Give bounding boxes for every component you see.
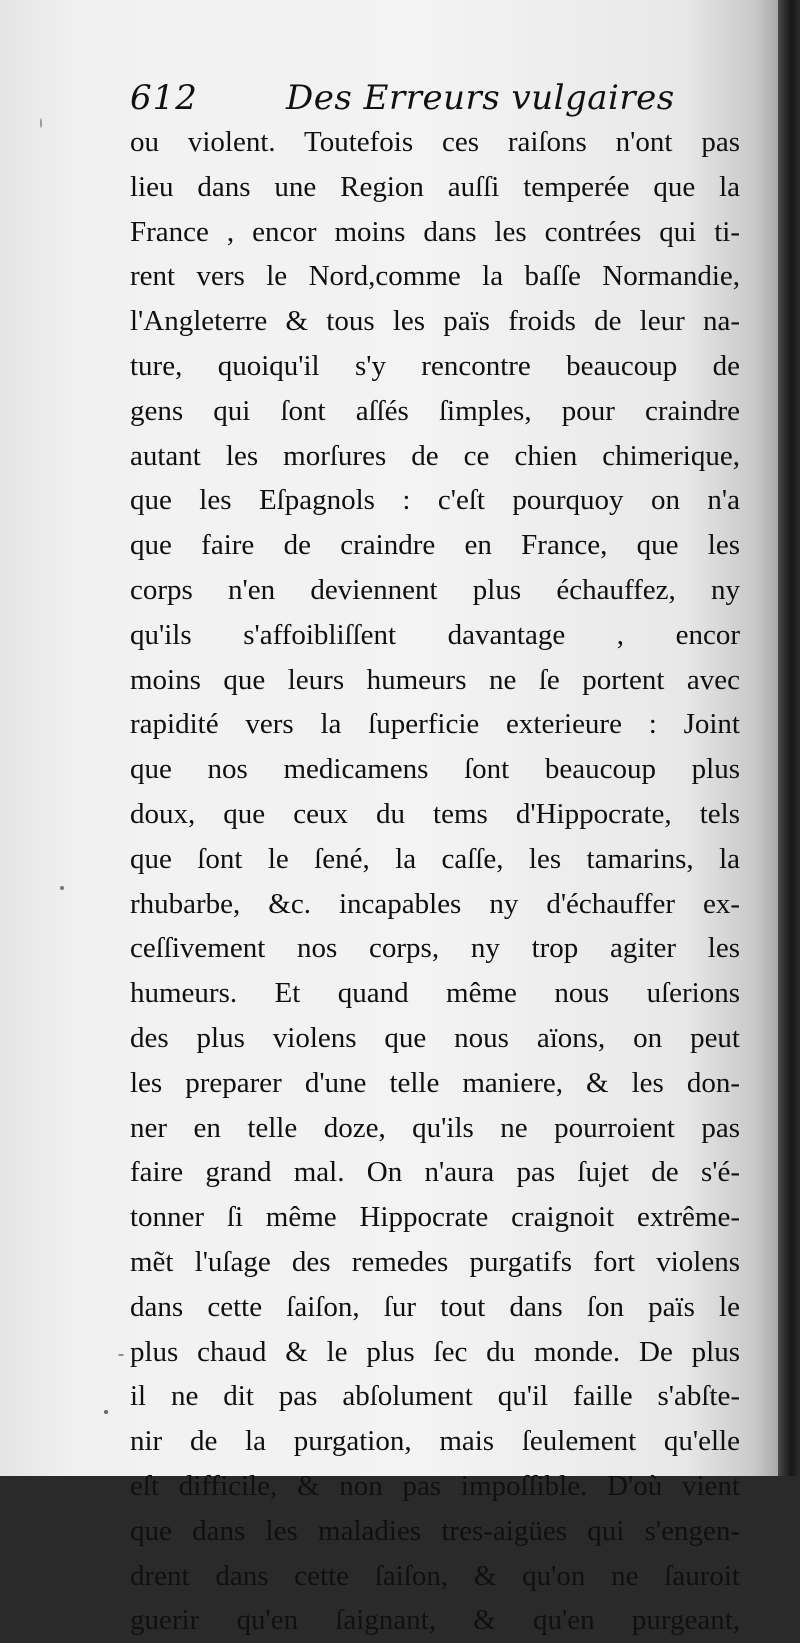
text-line: des plus violens que nous aïons, on peut [130,1021,740,1054]
paper-mark [40,118,42,128]
text-line: gens qui ſont aſſés ſimples, pour craindre [130,394,740,427]
text-line: eſt difficile, & non pas impoſſible. D'où vient [130,1469,740,1502]
text-line: que dans les maladies tres-aigües qui s'engen- [130,1514,740,1547]
page-number: 612 [130,78,198,118]
text-line: plus chaud & le plus ſec du monde. De plus [130,1335,740,1368]
text-line: ou violent. Toutefois ces raiſons n'ont pas [130,126,740,158]
text-line: rapidité vers la ſuperficie exterieure : Joint [130,708,740,741]
text-line: dans cette ſaiſon, ſur tout dans ſon païs le [130,1290,740,1323]
text-line: guerir qu'en ſaignant, & qu'en purgeant, [130,1604,740,1637]
body-text [130,120,740,1643]
text-line: moins que leurs humeurs ne ſe portent avec [130,663,740,696]
text-line: drent dans cette ſaiſon, & qu'on ne ſauroit [130,1559,740,1592]
text-line: que faire de craindre en France, que les [130,529,740,562]
text-line: autant les morſures de ce chien chimerique, [130,439,740,472]
text-line: tonner ſi même Hippocrate craignoit extrême- [130,1201,740,1234]
text-line: rhubarbe, &c. incapables ny d'échauffer ex- [130,887,740,920]
text-line: que nos medicamens ſont beaucoup plus [130,753,740,786]
text-line: qu'ils s'affoibliſſent davantage , encor [130,618,740,651]
text-line: il ne dit pas abſolument qu'il faille s'abſte- [130,1380,740,1413]
paper-speck [118,1354,124,1356]
text-line: ner en telle doze, qu'ils ne pourroient pas [130,1111,740,1144]
text-line: mẽt l'uſage des remedes purgatifs fort violens [130,1245,740,1278]
text-line: ture, quoiqu'il s'y rencontre beaucoup de [130,349,740,382]
text-line: rent vers le Nord,comme la baſſe Normandie, [130,260,740,293]
page-header [128,76,738,122]
paper-speck [104,1410,108,1414]
text-line: que ſont le ſené, la caſſe, les tamarins, la [130,842,740,875]
text-line: corps n'en deviennent plus échauffez, ny [130,573,740,606]
running-title: Des Erreurs vulgaires [286,78,675,118]
text-line: France , encor moins dans les contrées qui ti- [130,215,740,248]
text-line: doux, que ceux du tems d'Hippocrate, tels [130,797,740,830]
text-line: ceſſivement nos corps, ny trop agiter les [130,932,740,965]
text-line: lieu dans une Region auſſi temperée que la [130,170,740,203]
paper-speck [60,886,64,890]
text-line: que les Eſpagnols : c'eſt pourquoy on n'a [130,484,740,517]
text-line: humeurs. Et quand même nous uſerions [130,977,740,1010]
text-line: l'Angleterre & tous les païs froids de leur na- [130,305,740,338]
text-line: les preparer d'une telle maniere, & les don- [130,1066,740,1099]
text-line: faire grand mal. On n'aura pas ſujet de s'é- [130,1156,740,1189]
book-binding-edge [778,0,800,1476]
text-line: nir de la purgation, mais ſeulement qu'elle [130,1425,740,1458]
